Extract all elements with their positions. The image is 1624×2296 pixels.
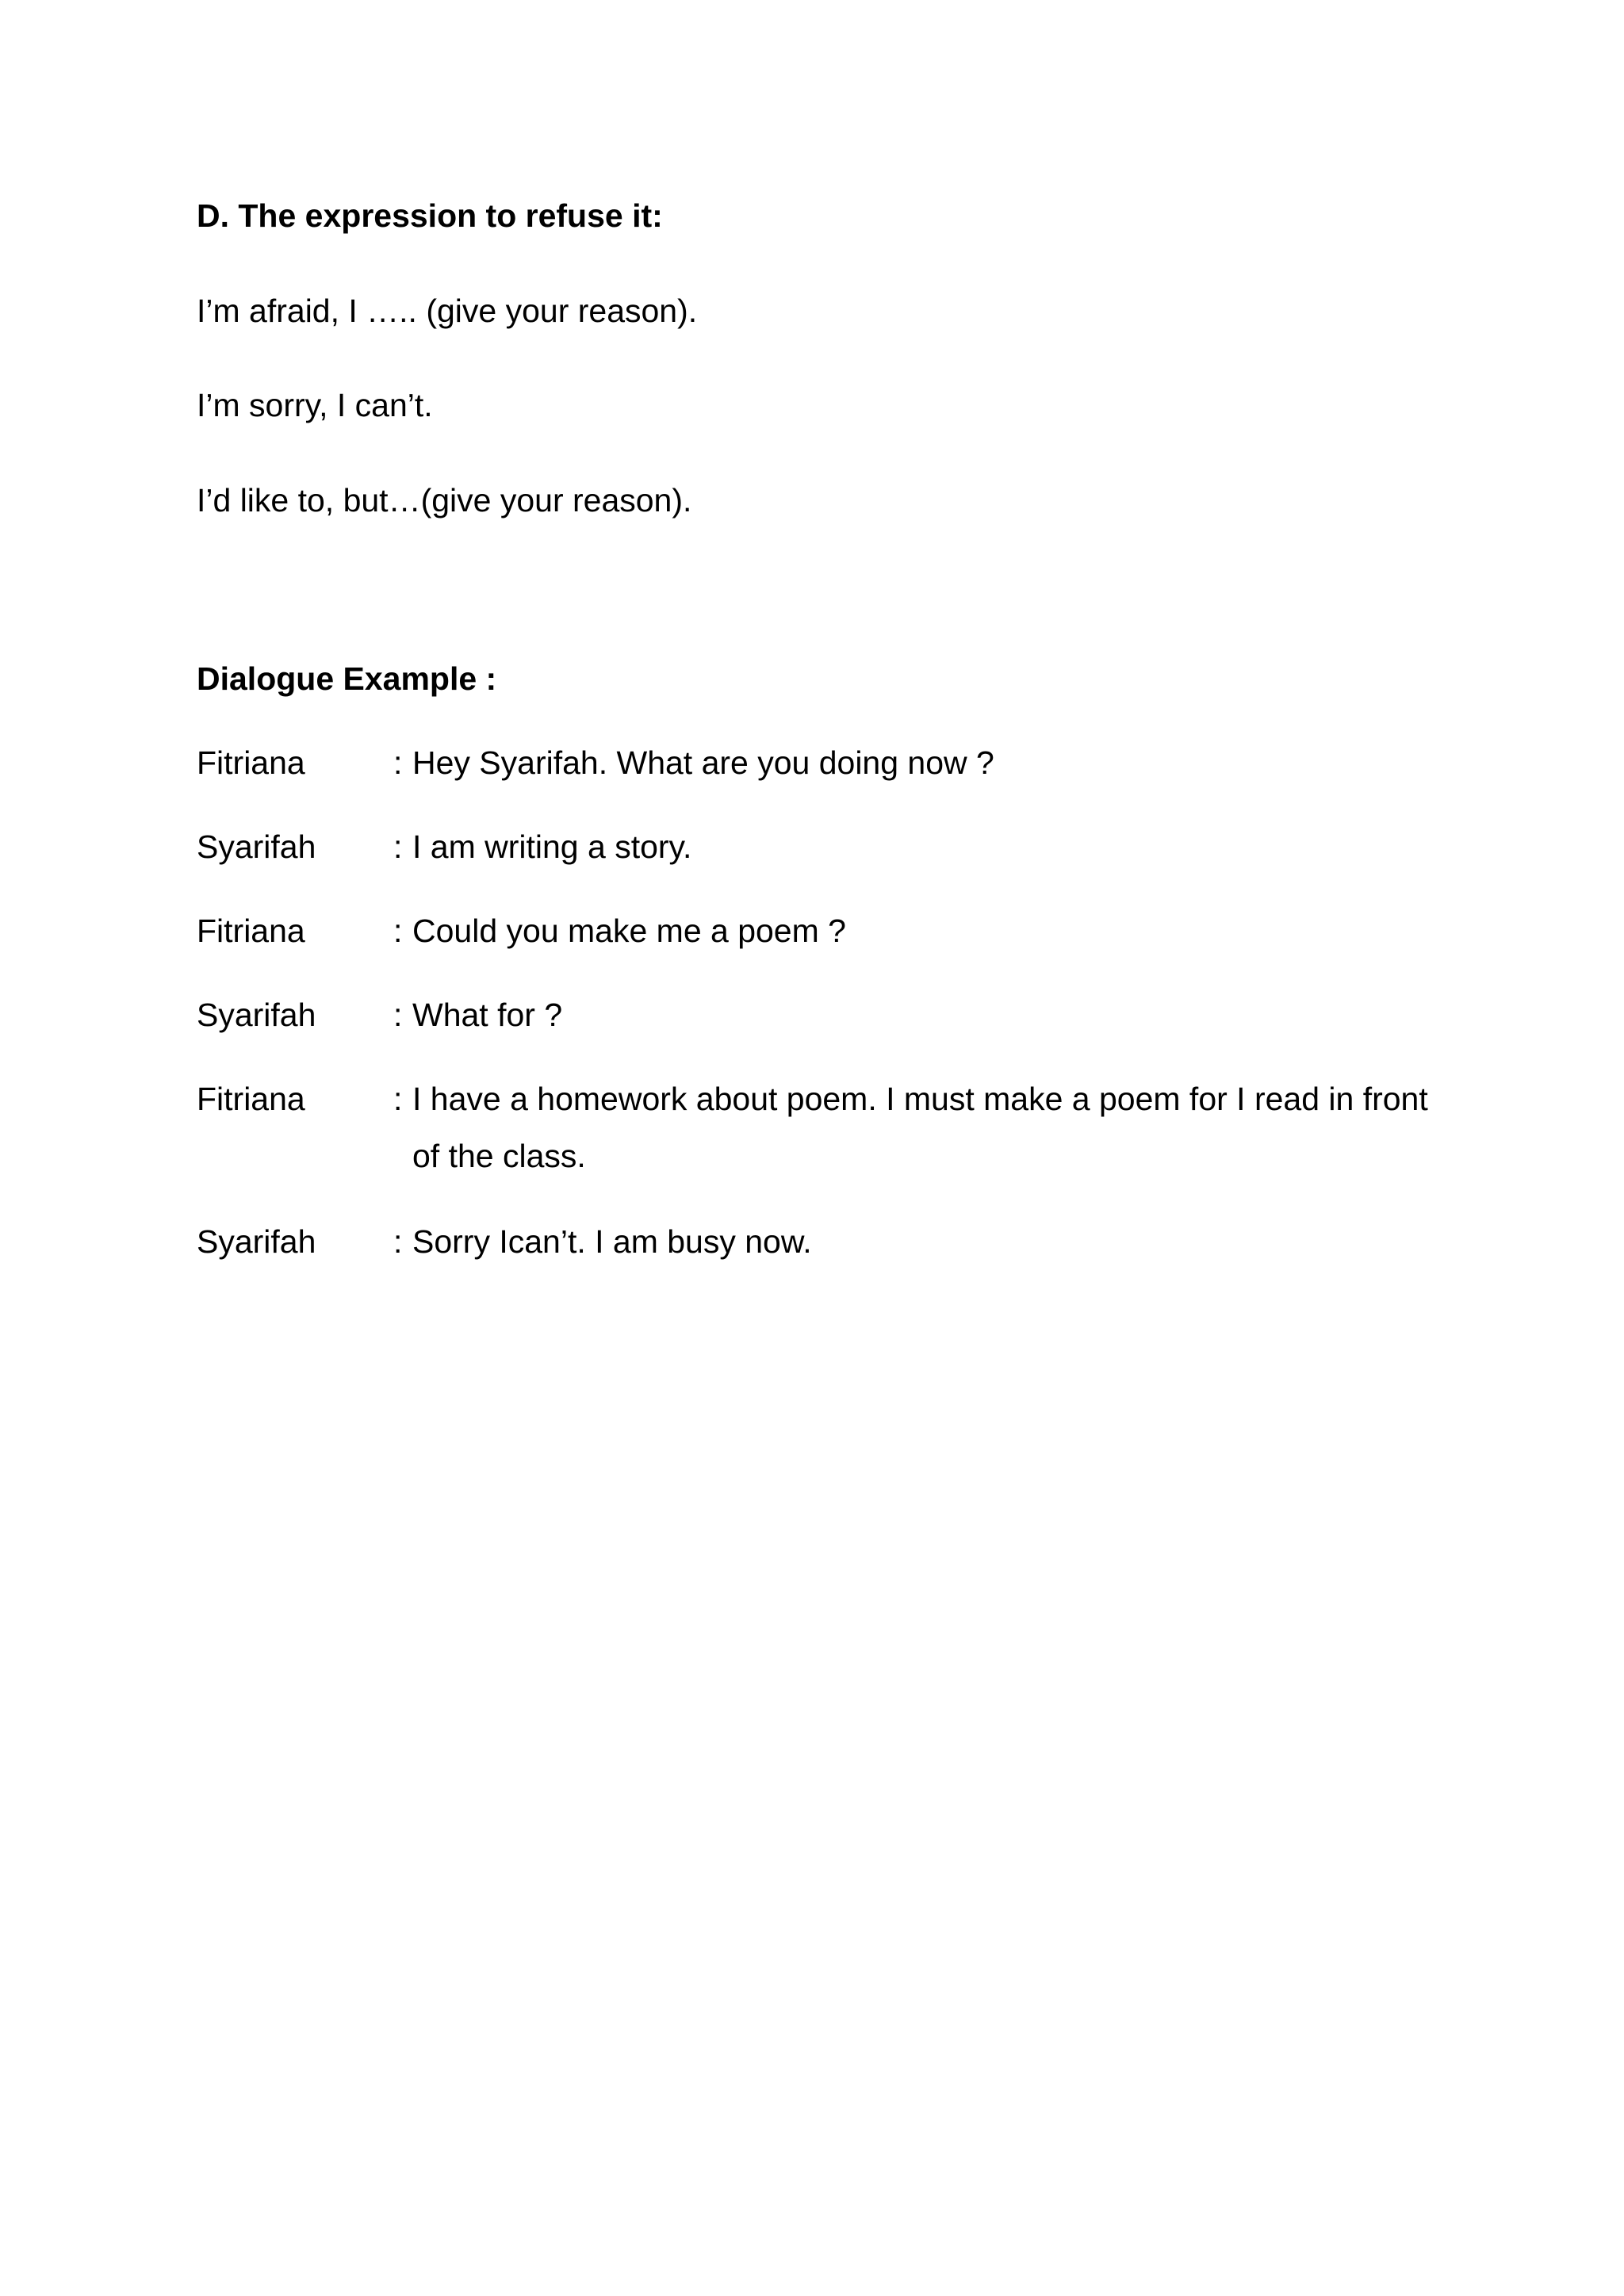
speaker-colon: :: [393, 997, 403, 1033]
utterance-text: Hey Syarifah. What are you doing now ?: [412, 744, 994, 781]
speaker-colon: :: [393, 744, 403, 781]
dialogue-heading: Dialogue Example :: [197, 660, 497, 697]
expression-line: I’m sorry, I can’t.: [197, 387, 433, 423]
speaker-name: Fitriana: [197, 744, 305, 781]
utterance-text: Could you make me a poem ?: [412, 913, 846, 949]
expression-line: I’d like to, but…(give your reason).: [197, 482, 692, 519]
speaker-name: Syarifah: [197, 997, 316, 1033]
utterance-text: I am writing a story.: [412, 828, 692, 865]
section-d-heading: D. The expression to refuse it:: [197, 197, 663, 234]
utterance-text: What for ?: [412, 997, 563, 1033]
speaker-name: Syarifah: [197, 1223, 316, 1260]
speaker-colon: :: [393, 1081, 403, 1117]
speaker-name: Fitriana: [197, 913, 305, 949]
utterance-text: Sorry Ican’t. I am busy now.: [412, 1223, 812, 1260]
utterance-text: I have a homework about poem. I must make a poem for I read in front of the class.: [412, 1081, 1428, 1174]
speaker-name: Syarifah: [197, 828, 316, 865]
speaker-colon: :: [393, 1223, 403, 1260]
speaker-colon: :: [393, 828, 403, 865]
expression-line: I’m afraid, I ….. (give your reason).: [197, 293, 698, 329]
speaker-colon: :: [393, 913, 403, 949]
speaker-name: Fitriana: [197, 1081, 305, 1117]
